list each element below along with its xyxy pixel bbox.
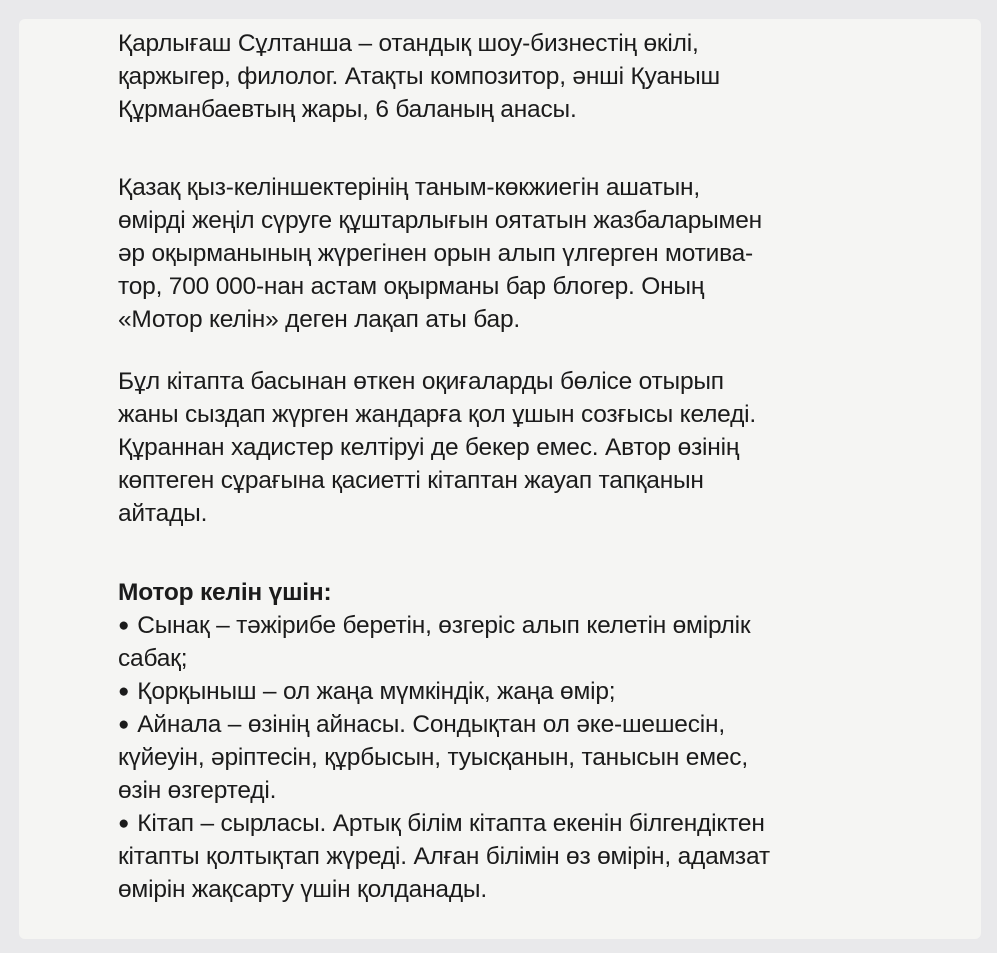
text-line: Қазақ қыз-келіншектерінің таным-көкжиегін ашатын,	[118, 174, 700, 201]
paragraph-author-intro	[118, 27, 958, 126]
list-item-continuation: кітапты қолтықтап жүреді. Алған білімін өз өмірін, адамзат	[118, 843, 770, 870]
text-line: әр оқырманының жүрегінен орын алып үлгерген мотива-	[118, 240, 754, 267]
text-line: қаржыгер, филолог. Атақты композитор, әнші Қуаныш	[118, 63, 720, 90]
paragraph-book	[118, 365, 958, 530]
bullet-icon: ●	[118, 813, 130, 834]
list-item-text: Айнала – өзінің айнасы. Сондықтан ол әке-шешесін,	[137, 711, 725, 738]
bullet-icon: ●	[118, 615, 130, 636]
text-line: айтады.	[118, 500, 208, 527]
text-line: «Мотор келін» деген лақап аты бар.	[118, 306, 520, 333]
list-item-text: Кітап – сырласы. Артық білім кітапта екенін білгендіктен	[137, 810, 765, 837]
list-item-text: Сынақ – тәжірибе беретін, өзгеріс алып келетін өмірлік	[137, 612, 751, 639]
list-section	[118, 576, 958, 906]
text-line: тор, 700 000-нан астам оқырманы бар блогер. Оның	[118, 273, 705, 300]
list-item-continuation: өмірін жақсарту үшін қолданады.	[118, 876, 487, 903]
list-heading: Мотор келін үшін:	[118, 579, 332, 606]
list-item-continuation: сабақ;	[118, 645, 188, 672]
bullet-icon: ●	[118, 714, 130, 735]
paragraph-blogger	[118, 171, 958, 336]
list-item	[118, 675, 958, 708]
list-item	[118, 609, 958, 642]
text-line: Құраннан хадистер келтіруі де бекер емес. Автор өзінің	[118, 434, 740, 461]
bullet-icon: ●	[118, 681, 130, 702]
text-line: Қарлығаш Сұлтанша – отандық шоу-бизнестің өкілі,	[118, 30, 699, 57]
text-line: өмірді жеңіл сүруге құштарлығын оятатын жазбаларымен	[118, 207, 762, 234]
list-item	[118, 807, 958, 840]
document-page	[19, 19, 981, 939]
text-line: Бұл кітапта басынан өткен оқиғаларды бөлісе отырып	[118, 368, 724, 395]
text-line: көптеген сұрағына қасиетті кітаптан жауап тапқанын	[118, 467, 704, 494]
list-item	[118, 708, 958, 741]
text-line: жаны сыздап жүрген жандарға қол ұшын созғысы келеді.	[118, 401, 757, 428]
list-item-text: Қорқыныш – ол жаңа мүмкіндік, жаңа өмір;	[137, 678, 616, 705]
list-item-continuation: өзін өзгертеді.	[118, 777, 277, 804]
text-line: Құрманбаевтың жары, 6 баланың анасы.	[118, 96, 577, 123]
list-item-continuation: күйеуін, әріптесін, құрбысын, туысқанын, танысын емес,	[118, 744, 748, 771]
